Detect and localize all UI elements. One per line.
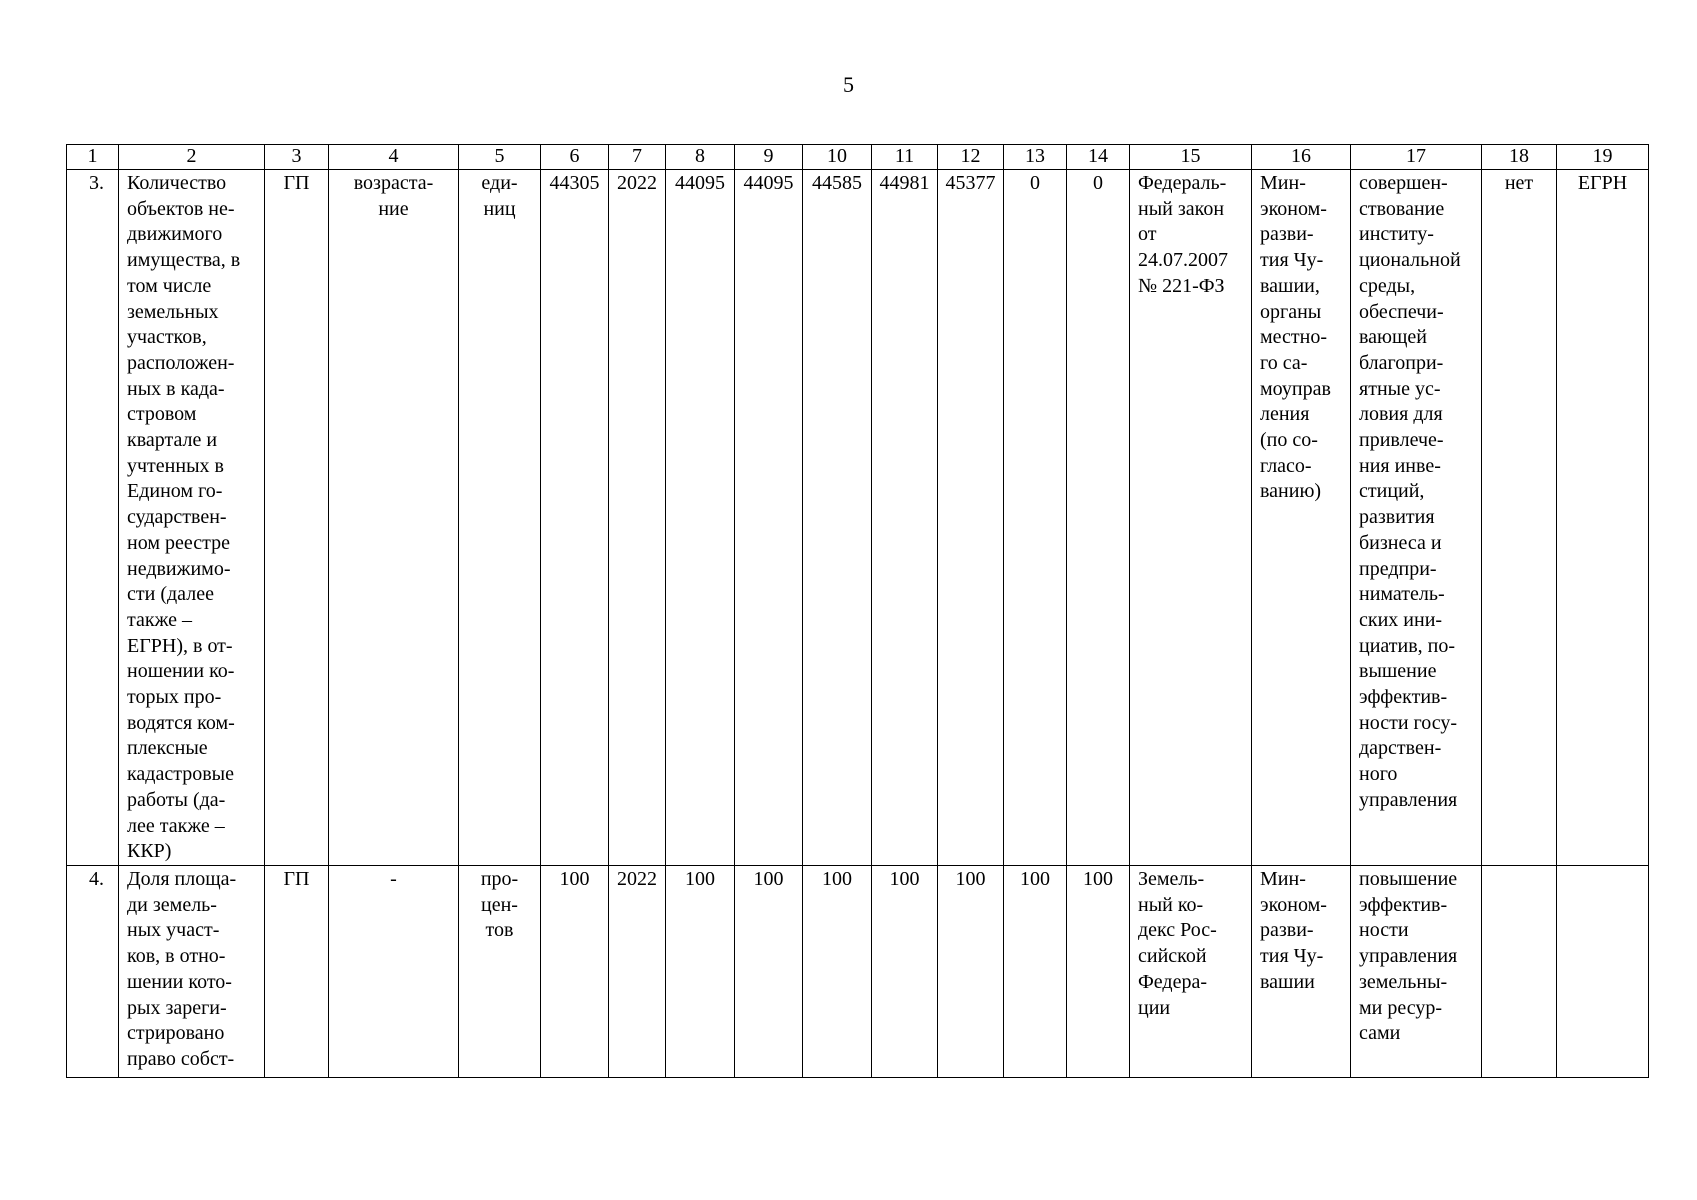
header-cell-4: 4 — [329, 145, 459, 170]
page-number: 5 — [843, 72, 854, 97]
indicator-name-text: Количество объектов не- движимого имущества, в том числе земельных участков, расположен- ных в када- стровом квартале и учтенных в Едином го- сударствен- ном реестре недвижимо- сти (далее также – ЕГРН), в от- ношении ко- торых про- водятся ком- плексные кадастровые работы (да- лее также – ККР) — [127, 172, 241, 863]
row-number: 4. — [67, 865, 119, 1077]
header-row — [67, 145, 1649, 170]
value-col-14: 100 — [1067, 865, 1130, 1077]
data-source: ЕГРН — [1557, 170, 1649, 866]
header-cell-16: 16 — [1252, 145, 1351, 170]
indicator-name — [119, 170, 265, 866]
header-cell-10: 10 — [803, 145, 872, 170]
indicator-name — [119, 865, 265, 1077]
column-18-value: нет — [1482, 170, 1557, 866]
legal-basis-text: Земель- ный ко- декс Рос- сийской Федера- ции — [1138, 867, 1217, 1019]
value-col-9: 44095 — [735, 170, 803, 866]
header-cell-8: 8 — [666, 145, 735, 170]
value-col-12: 45377 — [938, 170, 1004, 866]
table-row — [67, 865, 1649, 1077]
base-value: 100 — [541, 865, 609, 1077]
header-cell-19: 19 — [1557, 145, 1649, 170]
header-cell-7: 7 — [609, 145, 666, 170]
header-cell-15: 15 — [1130, 145, 1252, 170]
base-value: 44305 — [541, 170, 609, 866]
responsible-body-text: Мин- эконом- разви- тия Чу- вашии — [1260, 867, 1327, 993]
goal-link — [1351, 170, 1482, 866]
value-col-13: 0 — [1004, 170, 1067, 866]
value-col-8: 44095 — [666, 170, 735, 866]
header-cell-12: 12 — [938, 145, 1004, 170]
value-col-11: 44981 — [872, 170, 938, 866]
trend-direction — [329, 865, 459, 1077]
responsible-body-text: Мин- эконом- разви- тия Чу- вашии, органы местно- го са- моуправ ления (по со- гласо- ванию) — [1260, 172, 1331, 503]
row-number: 3. — [67, 170, 119, 866]
column-18-value — [1482, 865, 1557, 1077]
program-code: ГП — [265, 865, 329, 1077]
legal-basis — [1130, 865, 1252, 1077]
legal-basis — [1130, 170, 1252, 866]
trend-direction-text: - — [390, 867, 397, 890]
program-code: ГП — [265, 170, 329, 866]
unit-of-measure — [459, 865, 541, 1077]
table-row — [67, 170, 1649, 866]
data-source — [1557, 865, 1649, 1077]
indicator-name-text: Доля площа- ди земель- ных участ- ков, в отно- шении кото- рых зареги- стрировано право собст- — [127, 867, 237, 1070]
trend-direction-text: возраста- ние — [353, 172, 434, 220]
trend-direction — [329, 170, 459, 866]
unit-of-measure-text: еди- ниц — [481, 172, 518, 220]
header-cell-5: 5 — [459, 145, 541, 170]
header-cell-13: 13 — [1004, 145, 1067, 170]
responsible-body — [1252, 865, 1351, 1077]
header-cell-3: 3 — [265, 145, 329, 170]
value-col-8: 100 — [666, 865, 735, 1077]
value-col-13: 100 — [1004, 865, 1067, 1077]
legal-basis-text: Федераль- ный закон от 24.07.2007 № 221-ФЗ — [1138, 172, 1228, 297]
header-cell-9: 9 — [735, 145, 803, 170]
header-cell-17: 17 — [1351, 145, 1482, 170]
value-col-12: 100 — [938, 865, 1004, 1077]
value-col-10: 44585 — [803, 170, 872, 866]
header-cell-1: 1 — [67, 145, 119, 170]
base-year: 2022 — [609, 865, 666, 1077]
value-col-14: 0 — [1067, 170, 1130, 866]
unit-of-measure — [459, 170, 541, 866]
header-cell-2: 2 — [119, 145, 265, 170]
value-col-10: 100 — [803, 865, 872, 1077]
header-cell-11: 11 — [872, 145, 938, 170]
unit-of-measure-text: про- цен- тов — [480, 867, 519, 942]
header-cell-18: 18 — [1482, 145, 1557, 170]
header-cell-6: 6 — [541, 145, 609, 170]
goal-link-text: повышение эффектив- ности управления земельны- ми ресур- сами — [1359, 867, 1458, 1045]
responsible-body — [1252, 170, 1351, 866]
value-col-9: 100 — [735, 865, 803, 1077]
header-cell-14: 14 — [1067, 145, 1130, 170]
goal-link-text: совершен- ствование институ- циональной среды, обеспечи- вающей благопри- ятные ус- ловия для привлече- ния инве- стиций, развития бизнеса и предпри- ниматель- ских ини- циатив, по- вышение эффектив- ности госу- дарствен- ного управления — [1359, 172, 1461, 811]
goal-link — [1351, 865, 1482, 1077]
base-year: 2022 — [609, 170, 666, 866]
indicators-table — [66, 144, 1649, 1078]
value-col-11: 100 — [872, 865, 938, 1077]
